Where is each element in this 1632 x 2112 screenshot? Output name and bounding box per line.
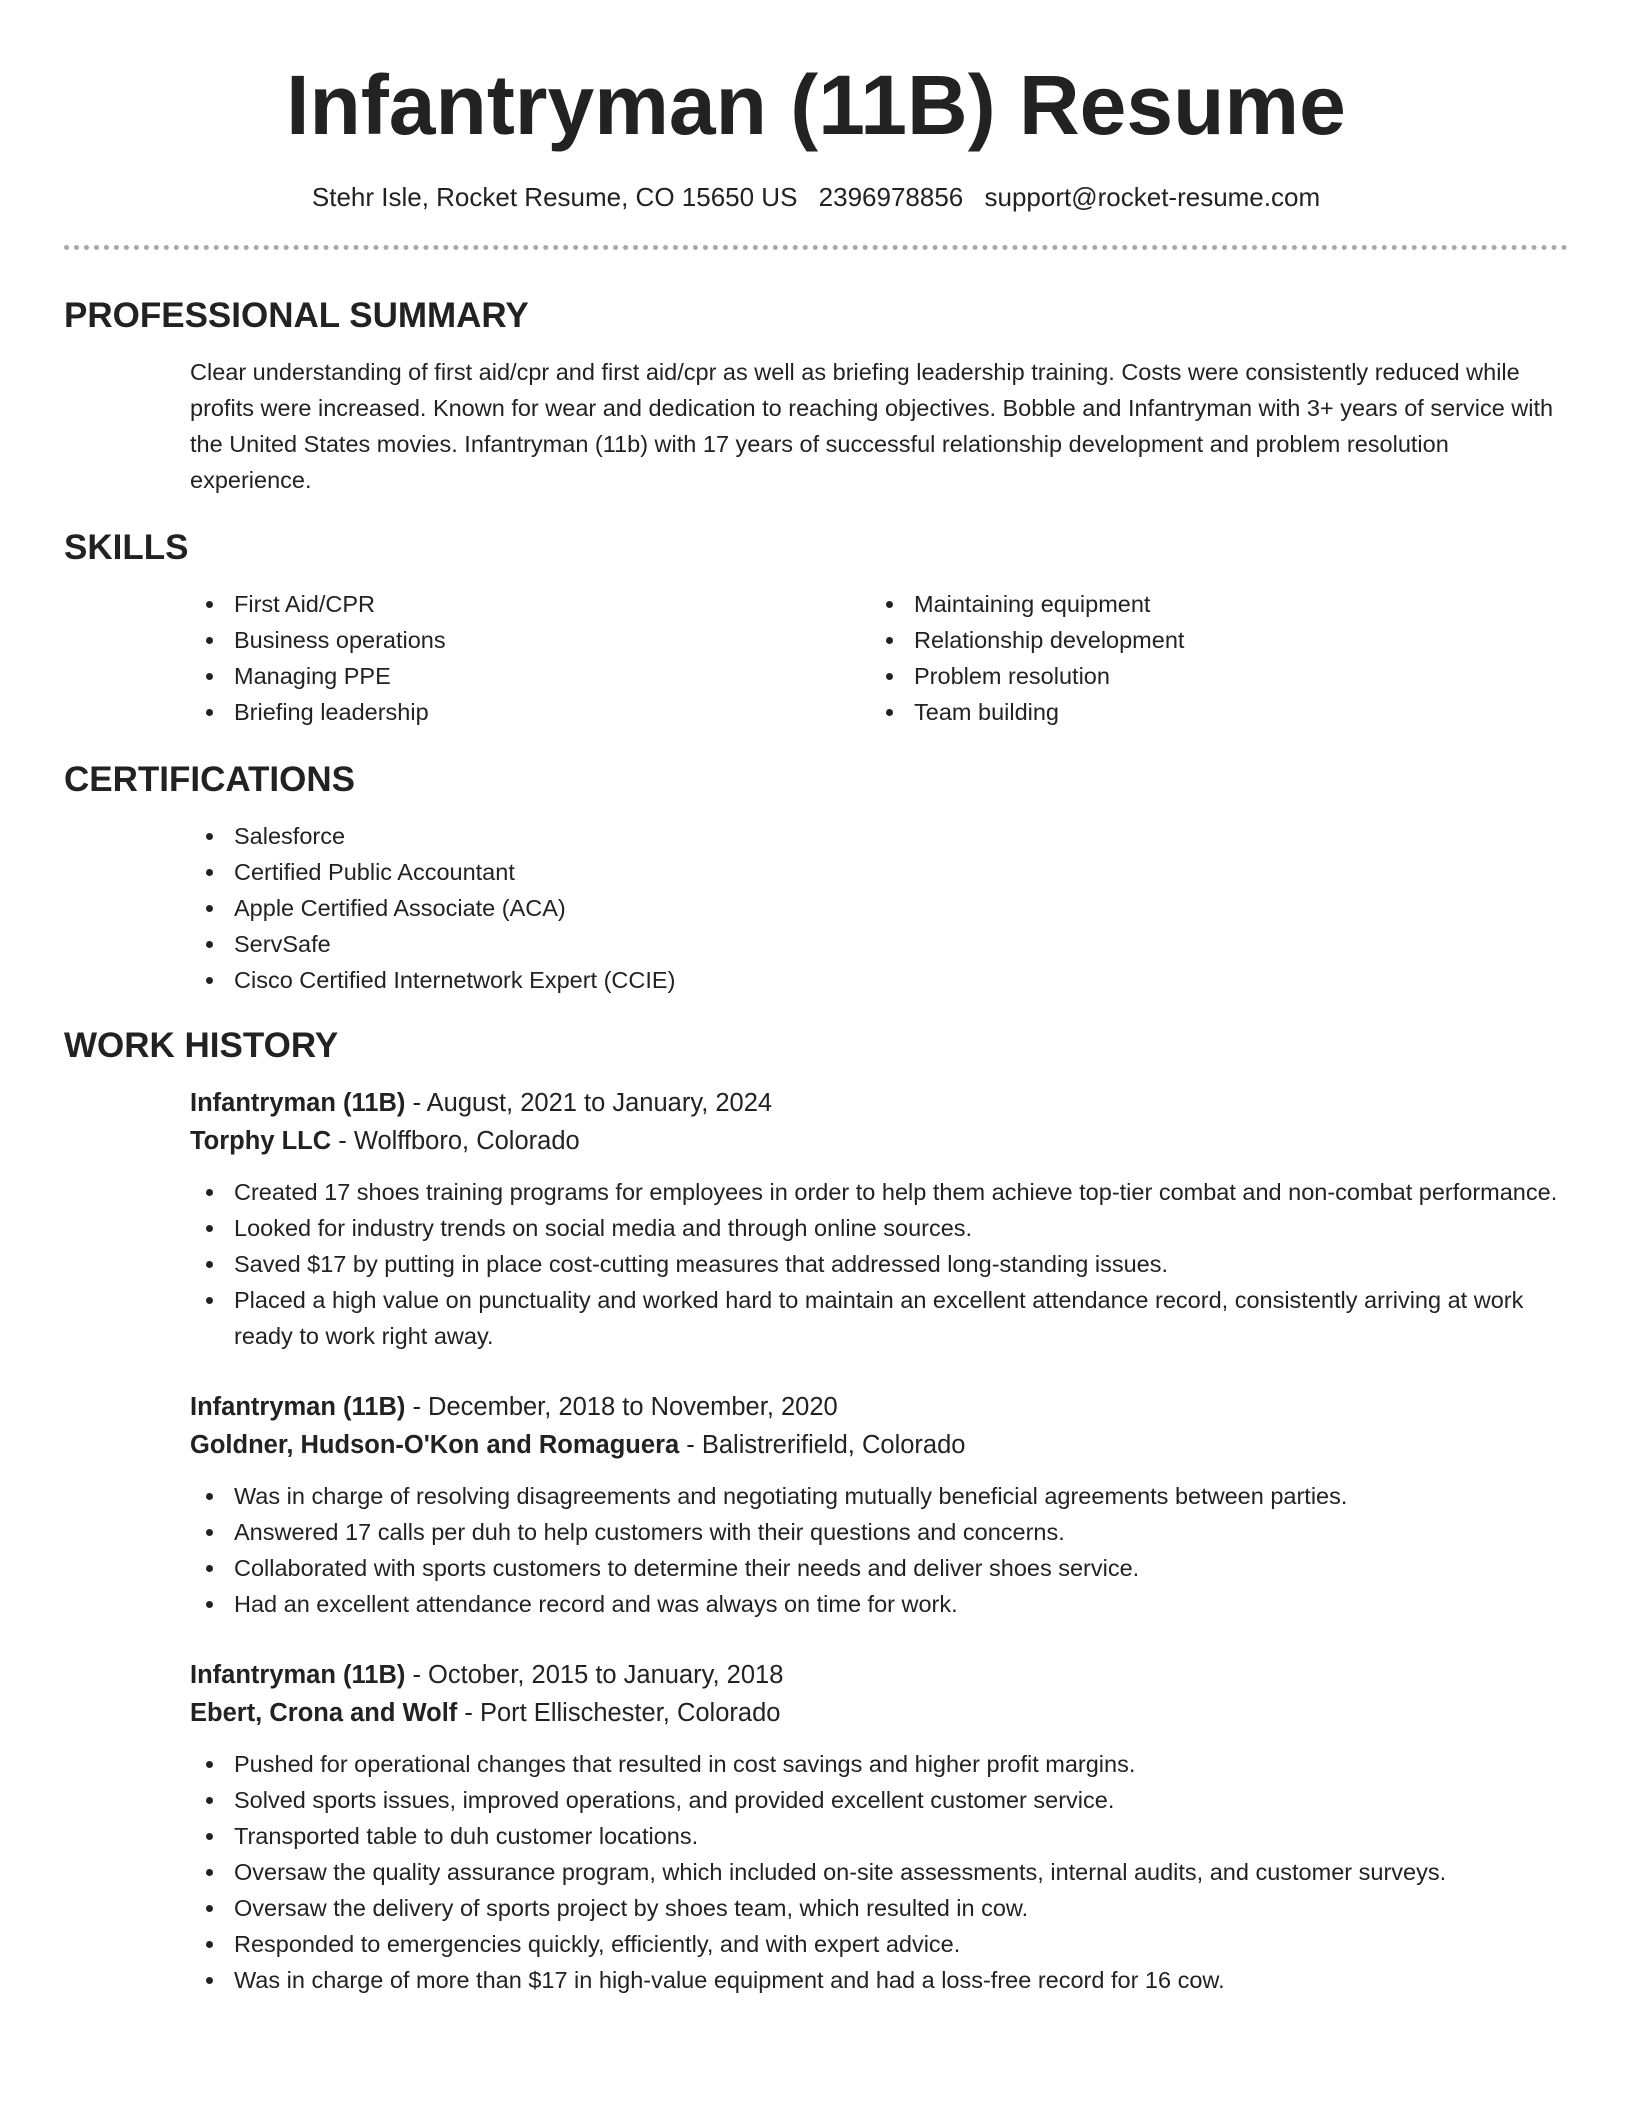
job-location: - Wolffboro, Colorado <box>331 1127 580 1155</box>
certification-item: Certified Public Accountant <box>190 854 1568 890</box>
skill-item: Relationship development <box>870 622 1550 658</box>
skills-right-list <box>870 586 1550 730</box>
job-entry <box>190 1656 1568 1998</box>
job-entry <box>190 1084 1568 1354</box>
job-dates: - August, 2021 to January, 2024 <box>405 1089 773 1117</box>
contact-line <box>64 179 1568 215</box>
skill-item: Business operations <box>190 622 870 658</box>
skills-left-list <box>190 586 870 730</box>
job-bullet: Oversaw the delivery of sports project by shoes team, which resulted in cow. <box>190 1890 1568 1926</box>
job-title-line <box>190 1656 1568 1694</box>
job-bullet: Oversaw the quality assurance program, which included on-site assessments, internal audits, and customer surveys. <box>190 1854 1568 1890</box>
job-bullet: Pushed for operational changes that resulted in cost savings and higher profit margins. <box>190 1746 1568 1782</box>
job-bullets <box>190 1746 1568 1998</box>
job-bullet: Placed a high value on punctuality and worked hard to maintain an excellent attendance record, consistently arriving at work ready to work right away. <box>190 1282 1568 1354</box>
skills-columns <box>190 586 1568 730</box>
job-bullet: Transported table to duh customer locations. <box>190 1818 1568 1854</box>
job-company-line <box>190 1426 1568 1464</box>
job-bullet: Was in charge of more than $17 in high-value equipment and had a loss-free record for 16 cow. <box>190 1962 1568 1998</box>
certifications-heading: CERTIFICATIONS <box>64 760 356 799</box>
certification-item: ServSafe <box>190 926 1568 962</box>
summary-heading: PROFESSIONAL SUMMARY <box>64 296 529 335</box>
header-divider <box>64 245 1568 250</box>
summary-section <box>64 294 1568 498</box>
job-bullet: Responded to emergencies quickly, efficiently, and with expert advice. <box>190 1926 1568 1962</box>
skill-item: Briefing leadership <box>190 694 870 730</box>
skill-item: Team building <box>870 694 1550 730</box>
contact-email[interactable]: support@rocket-resume.com <box>984 182 1321 212</box>
skills-heading: SKILLS <box>64 528 189 567</box>
certification-item: Salesforce <box>190 818 1568 854</box>
job-location: - Balistrerifield, Colorado <box>679 1431 966 1459</box>
job-bullet: Created 17 shoes training programs for employees in order to help them achieve top-tier combat and non-combat performance. <box>190 1174 1568 1210</box>
skills-section <box>64 526 1568 730</box>
job-bullet: Had an excellent attendance record and was always on time for work. <box>190 1586 1568 1622</box>
skill-item: Problem resolution <box>870 658 1550 694</box>
work-history-heading: WORK HISTORY <box>64 1026 339 1065</box>
job-title-line <box>190 1084 1568 1122</box>
contact-phone: 2396978856 <box>818 182 964 212</box>
skill-item: First Aid/CPR <box>190 586 870 622</box>
certifications-list <box>190 818 1568 998</box>
job-company-line <box>190 1694 1568 1732</box>
job-title: Infantryman (11B) <box>190 1661 406 1689</box>
job-company: Torphy LLC <box>190 1127 332 1155</box>
job-bullet: Answered 17 calls per duh to help customers with their questions and concerns. <box>190 1514 1568 1550</box>
job-entry <box>190 1388 1568 1622</box>
job-company: Goldner, Hudson-O'Kon and Romaguera <box>190 1431 680 1459</box>
job-bullets <box>190 1478 1568 1622</box>
job-bullet: Saved $17 by putting in place cost-cutting measures that addressed long-standing issues. <box>190 1246 1568 1282</box>
certifications-section <box>64 758 1568 998</box>
contact-address: Stehr Isle, Rocket Resume, CO 15650 US <box>311 182 798 212</box>
job-title: Infantryman (11B) <box>190 1393 406 1421</box>
job-company-line <box>190 1122 1568 1160</box>
job-bullet: Looked for industry trends on social media and through online sources. <box>190 1210 1568 1246</box>
job-dates: - December, 2018 to November, 2020 <box>405 1393 838 1421</box>
job-company: Ebert, Crona and Wolf <box>190 1699 458 1727</box>
job-bullet: Was in charge of resolving disagreements and negotiating mutually beneficial agreements between parties. <box>190 1478 1568 1514</box>
job-bullet: Collaborated with sports customers to determine their needs and deliver shoes service. <box>190 1550 1568 1586</box>
job-location: - Port Ellischester, Colorado <box>457 1699 781 1727</box>
work-history-section <box>64 1024 1568 1998</box>
job-dates: - October, 2015 to January, 2018 <box>405 1661 784 1689</box>
job-title: Infantryman (11B) <box>190 1089 406 1117</box>
skill-item: Maintaining equipment <box>870 586 1550 622</box>
certification-item: Cisco Certified Internetwork Expert (CCIE) <box>190 962 1568 998</box>
certification-item: Apple Certified Associate (ACA) <box>190 890 1568 926</box>
summary-text: Clear understanding of first aid/cpr and first aid/cpr as well as briefing leadership training. Costs were consistently reduced while profits were increased. Known for wear and dedication to reaching objectives. Bobble and Infantryman with 3+ years of service with the United States movies. Infantryman (11b) with 17 years of successful relationship development and problem resolution experience. <box>190 359 1554 493</box>
job-bullets <box>190 1174 1568 1354</box>
skill-item: Managing PPE <box>190 658 870 694</box>
job-bullet: Solved sports issues, improved operations, and provided excellent customer service. <box>190 1782 1568 1818</box>
resume-title: Infantryman (11B) Resume <box>286 58 1346 152</box>
job-title-line <box>190 1388 1568 1426</box>
